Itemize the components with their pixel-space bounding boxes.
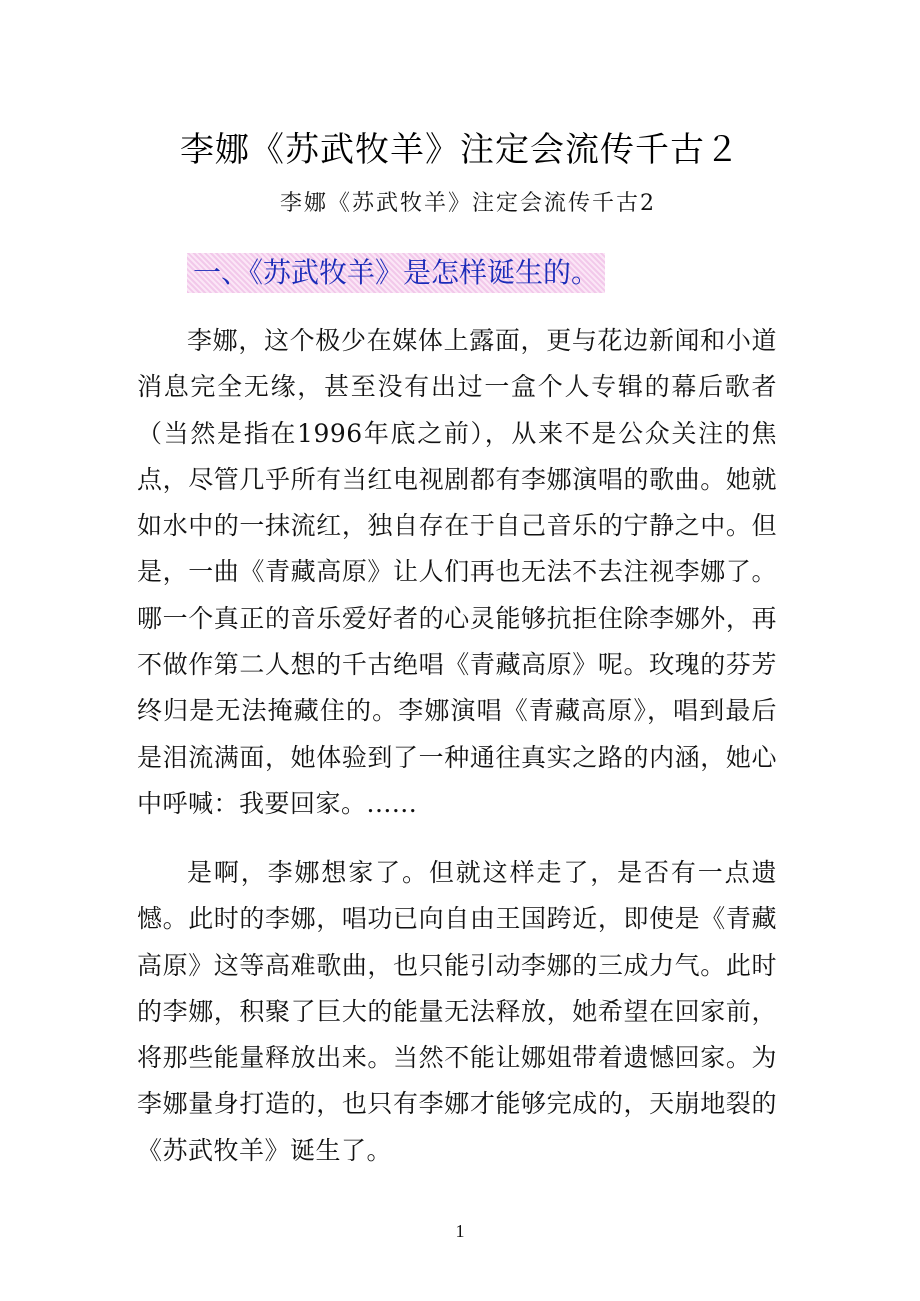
body-paragraph-2: 是啊，李娜想家了。但就这样走了，是否有一点遗憾。此时的李娜，唱功已向自由王国跨近，即使是《青藏高原》这等高难歌曲，也只能引动李娜的三成力气。此时的李娜，积聚了巨大的能量无法释放，她希望在回家前，将那些能量释放出来。当然不能让娜姐带着遗憾回家。为李娜量身打造的，也只有李娜才能够完成的，天崩地裂的《苏武牧羊》诞生了。: [137, 858, 777, 1165]
section-heading: 一、《苏武牧羊》是怎样诞生的。: [187, 253, 605, 293]
body-paragraph-1: 李娜，这个极少在媒体上露面，更与花边新闻和小道消息完全无缘，甚至没有出过一盒个人专辑的幕后歌者（当然是指在1996年底之前），从来不是公众关注的焦点，尽管几乎所有当红电视剧都有李娜演唱的歌曲。她就如水中的一抹流红，独自存在于自己音乐的宁静之中。但是，一曲《青藏高原》让人们再也无法不去注视李娜了。哪一个真正的音乐爱好者的心灵能够抗拒住除李娜外，再不做作第二人想的千古绝唱《青藏高原》呢。玫瑰的芬芳终归是无法掩藏住的。李娜演唱《青藏高原》，唱到最后是泪流满面，她体验到了一种通往真实之路的内涵，她心中呼喊：我要回家。......: [137, 326, 777, 818]
document-title: 李娜《苏武牧羊》注定会流传千古２: [180, 130, 740, 170]
page-number: 1: [455, 1221, 465, 1241]
document-subtitle: 李娜《苏武牧羊》注定会流传千古2: [280, 191, 656, 216]
